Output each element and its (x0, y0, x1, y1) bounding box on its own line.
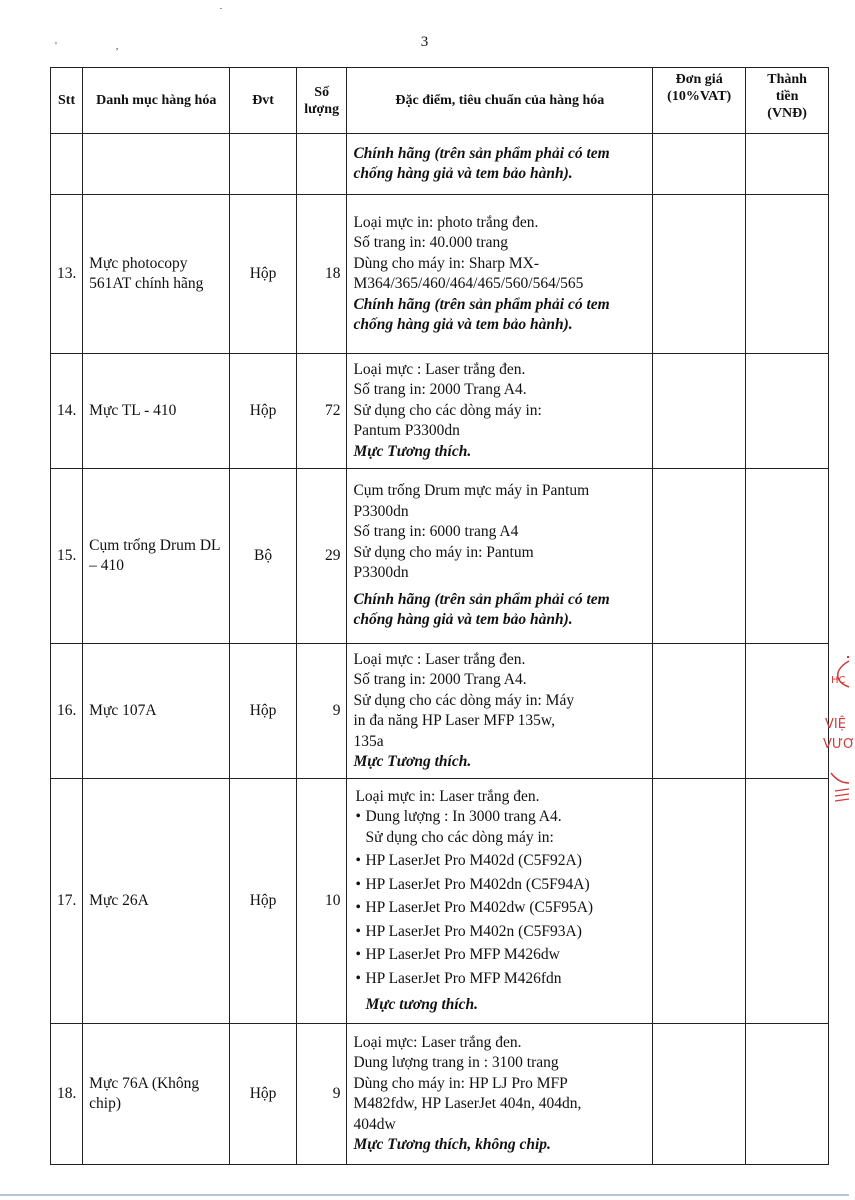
spec-capacity-text: Dung lượng : In 3000 trang A4. (365, 808, 562, 825)
stamp-text: VIỆ (825, 717, 846, 732)
spec-model-text: HP LaserJet Pro MFP M426dw (365, 946, 560, 963)
spec-line: Dùng cho máy in: Sharp MX- (353, 254, 540, 272)
cell-price (653, 354, 746, 469)
spec-note: Mực Tương thích. (353, 753, 472, 770)
spec-note: Mực Tương thích, không chip. (353, 1136, 551, 1153)
cell-unit: Bộ (230, 469, 297, 644)
spec-line: Loại mực in: Laser trắng đen. (355, 787, 540, 805)
header-total (746, 68, 829, 134)
table-row (51, 1024, 829, 1165)
spec-line: 135a (353, 732, 384, 750)
table-header-row (51, 68, 829, 134)
table-row (51, 354, 829, 469)
header-spec: Đặc điểm, tiêu chuẩn của hàng hóa (347, 68, 653, 134)
cell-stt: 16. (51, 644, 83, 779)
spec-line: Loại mực : Laser trắng đen. (353, 650, 526, 668)
spec-model-text: HP LaserJet Pro MFP M426fdn (365, 969, 562, 987)
cell-empty (296, 134, 347, 195)
spec-line: Số trang in: 40.000 trang (353, 234, 509, 251)
header-price-line2: (10%VAT) (667, 89, 732, 104)
cell-price (653, 134, 746, 195)
spec-note: Chính hãng (trên sản phẩm phải có tem chống hàng giả và tem bảo hành). (353, 295, 610, 333)
spec-model-text: HP LaserJet Pro M402d (C5F92A) (365, 852, 582, 869)
spec-note: Mực tương thích. (365, 996, 479, 1013)
table-row (51, 644, 829, 779)
spec-capacity (355, 807, 646, 828)
spec-line: P3300dn (353, 564, 409, 582)
cell-qty: 18 (296, 195, 347, 354)
spec-line: Số trang in: 2000 Trang A4. (353, 381, 527, 399)
cell-total (746, 354, 829, 469)
bullet-icon (355, 808, 365, 825)
cell-unit: Hộp (230, 779, 297, 1024)
bullet-icon (355, 946, 365, 963)
cell-price (653, 779, 746, 1024)
cell-price (653, 195, 746, 354)
cell-qty: 72 (296, 354, 347, 469)
spec-line: Cụm trống Drum mực máy in Pantum (353, 482, 590, 500)
spec-model-text: HP LaserJet Pro M402dw (C5F95A) (365, 899, 594, 916)
header-qty (296, 68, 347, 134)
spec-line: Loại mực in: photo trắng đen. (353, 213, 539, 231)
spec-model-text: HP LaserJet Pro M402dn (C5F94A) (365, 875, 590, 893)
cell-total (746, 195, 829, 354)
header-stt: Stt (51, 68, 83, 134)
header-qty-line1: Số (314, 84, 330, 100)
cell-price (653, 1024, 746, 1165)
bullet-icon (355, 876, 365, 893)
cell-price (653, 469, 746, 644)
cell-name: Cụm trống Drum DL – 410 (83, 469, 230, 644)
stamp-text: HC (831, 675, 846, 686)
cell-qty: 10 (296, 779, 347, 1024)
spec-model (355, 969, 646, 990)
header-price (653, 68, 746, 134)
cell-total (746, 134, 829, 195)
spec-model (355, 945, 646, 966)
cell-unit: Hộp (230, 1024, 297, 1165)
cell-total (746, 1024, 829, 1165)
cell-empty (83, 134, 230, 195)
header-qty-line2: lượng (304, 101, 340, 117)
cell-name: Mực photocopy 561AT chính hãng (83, 195, 230, 354)
cell-spec (347, 779, 653, 1024)
spec-line: Số trang in: 6000 trang A4 (353, 523, 519, 541)
spec-line: Dung lượng trang in : 3100 trang (353, 1054, 559, 1071)
cell-name: Mực 76A (Không chip) (83, 1024, 230, 1165)
header-unit: Đvt (230, 68, 297, 134)
cell-name: Mực TL - 410 (83, 354, 230, 469)
spec-model (355, 851, 646, 872)
header-total-line3: (VNĐ) (767, 106, 807, 121)
spec-line: in đa năng HP Laser MFP 135w, (353, 712, 555, 729)
header-name: Danh mục hàng hóa (83, 68, 230, 134)
spec-note: Chính hãng (trên sản phẩm phải có tem chống hàng giả và tem bảo hành). (353, 144, 610, 182)
spec-line: Dùng cho máy in: HP LJ Pro MFP (353, 1074, 568, 1092)
bottom-scan-edge (0, 1194, 849, 1196)
spec-line: Sử dụng cho các dòng máy in: (353, 401, 542, 419)
cell-spec (347, 1024, 653, 1165)
bullet-icon (355, 899, 365, 916)
cell-stt: 14. (51, 354, 83, 469)
spec-line: Loại mực: Laser trắng đen. (353, 1033, 522, 1051)
cell-stt: 17. (51, 779, 83, 1024)
cell-total (746, 469, 829, 644)
cell-qty: 9 (296, 644, 347, 779)
cell-qty: 29 (296, 469, 347, 644)
cell-spec (347, 469, 653, 644)
header-total-line1: Thành (767, 72, 807, 87)
stamp-text: VƯƠ (823, 737, 855, 752)
table-row (51, 469, 829, 644)
spec-model (355, 922, 646, 943)
cell-unit: Hộp (230, 354, 297, 469)
spec-line: M482fdw, HP LaserJet 404n, 404dn, (353, 1095, 582, 1112)
spec-line: Loại mực : Laser trắng đen. (353, 360, 526, 378)
page-number: 3 (420, 34, 429, 50)
stamp-fragment (817, 655, 855, 825)
spec-model (355, 875, 646, 896)
cell-price (653, 644, 746, 779)
cell-empty (230, 134, 297, 195)
cell-spec (347, 195, 653, 354)
cell-stt: 13. (51, 195, 83, 354)
scan-dash (220, 8, 222, 9)
header-total-line2: tiền (775, 89, 799, 104)
spec-line: M364/365/460/464/465/560/564/565 (353, 275, 584, 292)
cell-empty (51, 134, 83, 195)
spec-note: Mực Tương thích. (353, 442, 472, 460)
spec-line: Sử dụng cho các dòng máy in: (365, 828, 554, 846)
spec-note: Chính hãng (trên sản phẩm phải có tem chống hàng giả và tem bảo hành). (353, 590, 610, 629)
bullet-icon (355, 852, 365, 869)
cell-qty: 9 (296, 1024, 347, 1165)
header-price-line1: Đơn giá (675, 72, 723, 87)
cell-unit: Hộp (230, 195, 297, 354)
cell-name: Mực 107A (83, 644, 230, 779)
cell-unit: Hộp (230, 644, 297, 779)
cell-stt: 18. (51, 1024, 83, 1165)
table-row (51, 195, 829, 354)
spec-line: Pantum P3300dn (353, 422, 460, 440)
table-row (51, 779, 829, 1024)
spec-line: Số trang in: 2000 Trang A4. (353, 671, 527, 688)
bullet-icon (355, 970, 365, 987)
spec-model (355, 898, 646, 919)
goods-table (50, 67, 829, 1165)
spec-line: 404dw (353, 1115, 396, 1133)
spec-model-text: HP LaserJet Pro M402n (C5F93A) (365, 922, 582, 940)
spec-line: Sử dụng cho máy in: Pantum (353, 543, 534, 561)
bullet-icon (355, 923, 365, 940)
scan-marks: ' , (55, 40, 147, 52)
cell-name: Mực 26A (83, 779, 230, 1024)
cell-spec (347, 644, 653, 779)
spec-line: P3300dn (353, 502, 409, 520)
table-row-continuation (51, 134, 829, 195)
spec-line: Sử dụng cho các dòng máy in: Máy (353, 691, 575, 709)
cell-stt: 15. (51, 469, 83, 644)
cell-spec (347, 134, 653, 195)
cell-spec (347, 354, 653, 469)
